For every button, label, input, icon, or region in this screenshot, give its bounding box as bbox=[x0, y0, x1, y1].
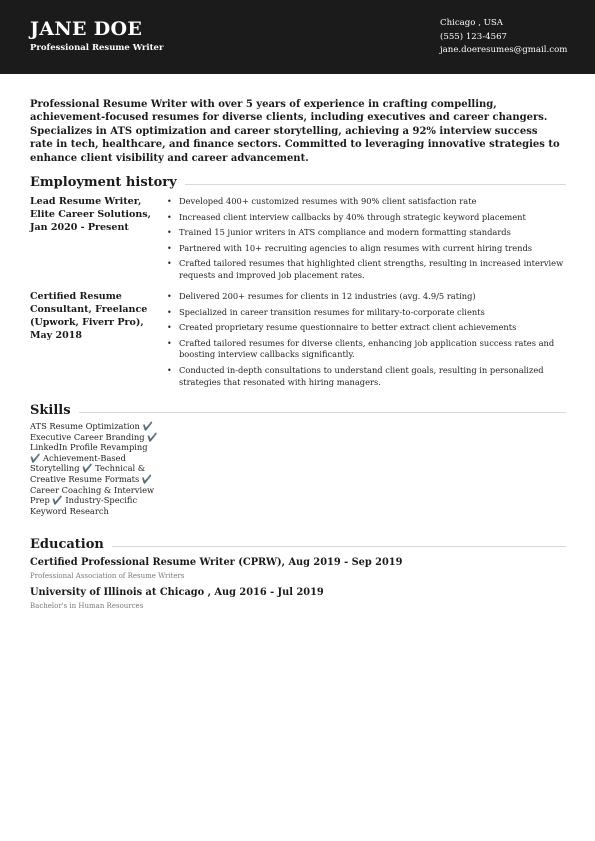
bullet-icon: • bbox=[167, 212, 172, 222]
list-item: • Developed 400+ customized resumes with 90% client satisfaction rate bbox=[167, 196, 477, 206]
location: Chicago , USA bbox=[440, 18, 504, 28]
bullet-icon: • bbox=[167, 338, 172, 348]
employment-heading-text: Employment history bbox=[30, 175, 177, 190]
list-item: • Increased client interview callbacks by 40% through strategic keyword placement bbox=[167, 211, 526, 222]
education-section-heading bbox=[30, 537, 566, 553]
section-divider bbox=[112, 546, 566, 547]
education-item-subtitle-2: Bachelor's in Human Resources bbox=[30, 602, 144, 610]
job-role: Professional Resume Writer bbox=[30, 43, 164, 53]
list-item: • Crafted tailored resumes for diverse clients, enhancing job application success rates and boosting interview callbacks significantly. bbox=[167, 337, 555, 360]
section-divider bbox=[79, 412, 566, 413]
list-item: • Partnered with 10+ recruiting agencies to align resumes with current hiring trends bbox=[167, 242, 533, 253]
bullet-icon: • bbox=[167, 228, 172, 238]
list-item: • Created proprietary resume questionnaire to better extract client achievements bbox=[167, 322, 517, 333]
skills-heading-text: Skills bbox=[30, 403, 71, 418]
bullet-icon: • bbox=[167, 197, 172, 206]
bullet-icon: • bbox=[167, 323, 172, 333]
phone: (555) 123-4567 bbox=[440, 31, 508, 42]
list-item: • Trained 15 junior writers in ATS compliance and modern formatting standards bbox=[167, 227, 511, 238]
bullet-icon: • bbox=[167, 365, 172, 375]
skills-list: ATS Resume Optimization ✔️ Executive Career Branding ✔️ LinkedIn Profile Revamping ✔️ Achievement-Based Storytelling ✔️ Technical & Creative Resume Formats ✔️ Career Coaching & Interview Prep ✔️ Industry-Specific Keyword Research bbox=[30, 421, 158, 516]
summary-paragraph: Professional Resume Writer with over 5 years of experience in crafting compelling, achievement-focused resumes for diverse clients, including executives and career changers. Specializes in ATS optimization and career storytelling, achieving a 92% interview success rate in tech, healthcare, and finance sectors. Committed to leveraging innovative strategies to enhance client visibility and career advancement. bbox=[30, 99, 560, 164]
header-bar bbox=[0, 0, 595, 74]
bullet-icon: • bbox=[167, 307, 172, 317]
education-item-title-1: Certified Professional Resume Writer (CPRW), Aug 2019 - Sep 2019 bbox=[30, 557, 403, 568]
email[interactable]: jane.doeresumes@gmail.com bbox=[440, 45, 568, 55]
bullet-icon: • bbox=[167, 259, 172, 269]
job-bullets-1 bbox=[166, 196, 564, 286]
section-divider bbox=[185, 184, 566, 185]
list-item: • Specialized in career transition resumes for military-to-corporate clients bbox=[167, 306, 485, 317]
job-bullets-2 bbox=[166, 291, 564, 392]
education-heading-text: Education bbox=[30, 537, 104, 552]
job-title-1: Lead Resume Writer, Elite Career Solutions, Jan 2020 - Present bbox=[30, 196, 151, 233]
list-item: • Conducted in-depth consultations to understand client goals, resulting in personalized strategies that resonated with hiring managers. bbox=[167, 364, 544, 387]
name-heading: JANE DOE bbox=[30, 18, 143, 40]
education-item-subtitle-1: Professional Association of Resume Writers bbox=[30, 572, 185, 580]
list-item: • Crafted tailored resumes that highlighted client strengths, resulting in increased interview requests and improved job placement rates. bbox=[167, 258, 564, 280]
employment-section-heading bbox=[30, 175, 566, 191]
job-title-2: Certified Resume Consultant, Freelance (Upwork, Fiverr Pro), May 2018 bbox=[30, 291, 148, 341]
list-item: • Delivered 200+ resumes for clients in 12 industries (avg. 4.9/5 rating) bbox=[167, 291, 476, 301]
bullet-icon: • bbox=[167, 243, 172, 253]
contact-block bbox=[440, 17, 567, 58]
bullet-icon: • bbox=[167, 292, 172, 301]
skills-section-heading bbox=[30, 403, 566, 419]
education-item-title-2: University of Illinois at Chicago , Aug 2016 - Jul 2019 bbox=[30, 587, 324, 598]
